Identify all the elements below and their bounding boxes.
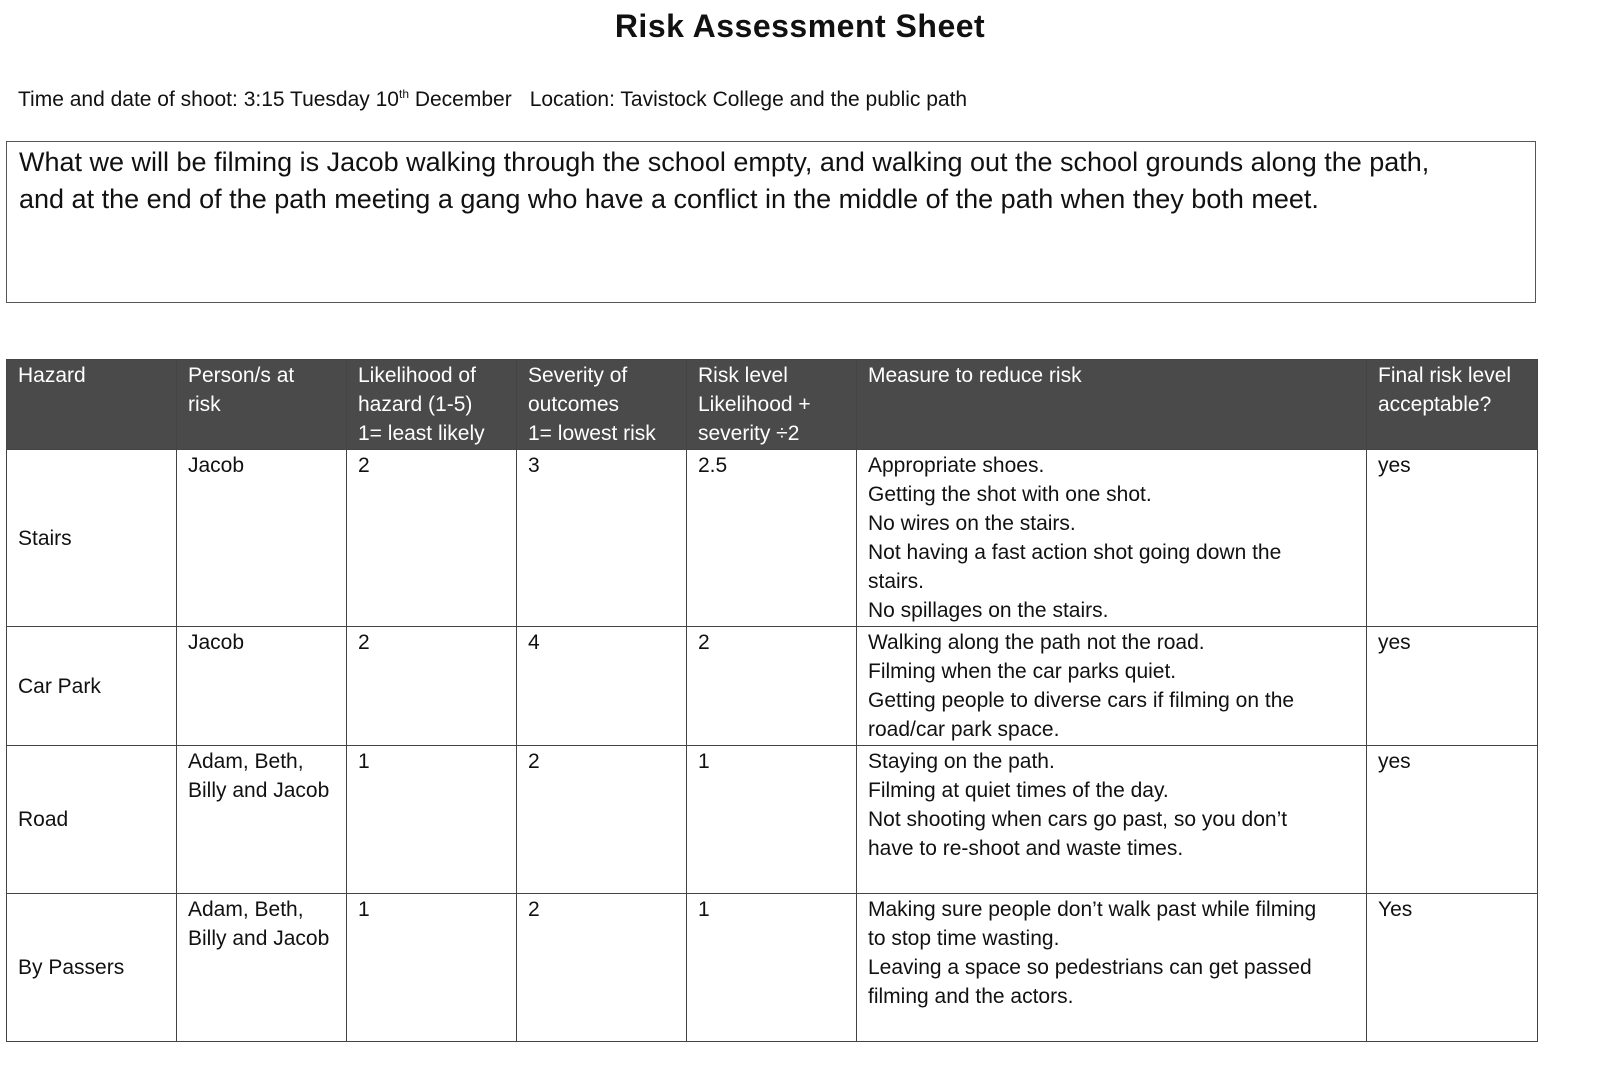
risk-table-header-row <box>7 360 1538 450</box>
shoot-location: Location: Tavistock College and the public path <box>529 88 968 111</box>
measures-cell: Appropriate shoes. Getting the shot with one shot. No wires on the stairs. Not having a fast action shot going down the stairs. No spillages on the stairs. <box>857 450 1367 627</box>
measures-cell: Making sure people don’t walk past while filming to stop time wasting. Leaving a space so pedestrians can get passed filming and the actors. <box>857 894 1367 1042</box>
header-likelihood: Likelihood of hazard (1-5) 1= least likely <box>347 360 517 450</box>
risk-table <box>6 359 1538 1042</box>
header-measures: Measure to reduce risk <box>857 360 1367 450</box>
likelihood-cell: 1 <box>347 746 517 894</box>
table-row <box>7 450 1538 627</box>
measures-cell: Walking along the path not the road. Filming when the car parks quiet. Getting people to diverse cars if filming on the road/car park space. <box>857 627 1367 746</box>
shoot-details <box>18 88 967 112</box>
severity-cell: 3 <box>517 450 687 627</box>
severity-cell: 2 <box>517 746 687 894</box>
risk-level-cell: 1 <box>687 894 857 1042</box>
final-risk-cell: yes <box>1367 450 1538 627</box>
likelihood-cell: 1 <box>347 894 517 1042</box>
persons-cell: Jacob <box>177 627 347 746</box>
header-severity: Severity of outcomes 1= lowest risk <box>517 360 687 450</box>
risk-level-cell: 1 <box>687 746 857 894</box>
hazard-cell: Road <box>7 746 177 894</box>
measures-cell: Staying on the path. Filming at quiet times of the day. Not shooting when cars go past, so you don’t have to re-shoot and waste times. <box>857 746 1367 894</box>
persons-cell: Adam, Beth, Billy and Jacob <box>177 746 347 894</box>
header-hazard: Hazard <box>7 360 177 450</box>
description-line: What we will be filming is Jacob walking through the school empty, and walking out the school grounds along the path, <box>19 147 1430 177</box>
severity-cell: 4 <box>517 627 687 746</box>
document-title: Risk Assessment Sheet <box>614 8 986 44</box>
filming-description-box <box>6 141 1536 303</box>
header-final-risk: Final risk level acceptable? <box>1367 360 1538 450</box>
hazard-cell: Stairs <box>7 450 177 627</box>
header-persons-at-risk: Person/s at risk <box>177 360 347 450</box>
final-risk-cell: Yes <box>1367 894 1538 1042</box>
description-line: and at the end of the path meeting a gang who have a conflict in the middle of the path when they both meet. <box>19 184 1319 214</box>
likelihood-cell: 2 <box>347 450 517 627</box>
persons-cell: Jacob <box>177 450 347 627</box>
header-risk-level: Risk level Likelihood + severity ÷2 <box>687 360 857 450</box>
hazard-cell: Car Park <box>7 627 177 746</box>
hazard-cell: By Passers <box>7 894 177 1042</box>
likelihood-cell: 2 <box>347 627 517 746</box>
shoot-month: December <box>409 88 512 111</box>
date-ordinal-suffix: th <box>398 87 409 101</box>
final-risk-cell: yes <box>1367 627 1538 746</box>
table-row <box>7 627 1538 746</box>
risk-level-cell: 2.5 <box>687 450 857 627</box>
risk-level-cell: 2 <box>687 627 857 746</box>
persons-cell: Adam, Beth, Billy and Jacob <box>177 894 347 1042</box>
final-risk-cell: yes <box>1367 746 1538 894</box>
table-row <box>7 894 1538 1042</box>
severity-cell: 2 <box>517 894 687 1042</box>
table-row <box>7 746 1538 894</box>
shoot-time-date: Time and date of shoot: 3:15 Tuesday 10 <box>18 88 399 111</box>
